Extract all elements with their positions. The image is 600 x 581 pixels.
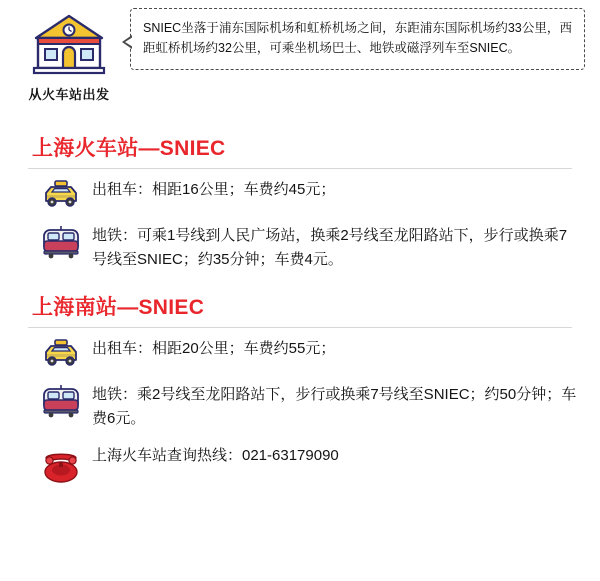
station-label: 从火车站出发 xyxy=(28,87,110,102)
bubble-text: SNIEC坐落于浦东国际机场和虹桥机场之间，东距浦东国际机场约33公里，西距虹桥机场约32公里，可乘坐机场巴士、地铁或磁浮列车至SNIEC。 xyxy=(143,21,572,56)
list-item-text: 地铁：乘2号线至龙阳路站下，步行或换乘7号线至SNIEC；约50分钟；车费6元。 xyxy=(92,385,577,427)
metro-train-icon xyxy=(30,223,92,261)
list-item xyxy=(0,217,600,279)
list-item xyxy=(0,330,600,376)
divider xyxy=(28,168,572,169)
list-item xyxy=(0,376,600,438)
metro-train-icon xyxy=(30,382,92,420)
list-item-text: 地铁：可乘1号线到人民广场站，换乘2号线至龙阳路站下，步行或换乘7号线至SNIEC；约35分钟；车费4元。 xyxy=(92,227,568,269)
list-item xyxy=(0,437,600,491)
header-area xyxy=(0,0,600,120)
telephone-icon xyxy=(30,443,92,485)
list-item-text: 上海火车站查询热线：021-63179090 xyxy=(92,447,339,465)
station-badge xyxy=(14,8,124,103)
section-shanghai-railway-station xyxy=(0,132,600,279)
list-item xyxy=(0,171,600,217)
taxi-icon xyxy=(30,177,92,211)
section-title: 上海火车站—SNIEC xyxy=(32,137,226,160)
divider xyxy=(28,327,572,328)
list-item-text: 出租车：相距16公里；车费约45元； xyxy=(92,181,336,198)
section-title: 上海南站—SNIEC xyxy=(32,295,205,319)
taxi-icon xyxy=(30,336,92,370)
train-station-icon xyxy=(26,8,112,82)
info-bubble xyxy=(130,8,585,70)
list-item-text: 出租车：相距20公里；车费约55元； xyxy=(92,339,336,357)
bubble-tail-fill-icon xyxy=(125,37,133,47)
section-shanghai-south-station xyxy=(0,291,600,492)
